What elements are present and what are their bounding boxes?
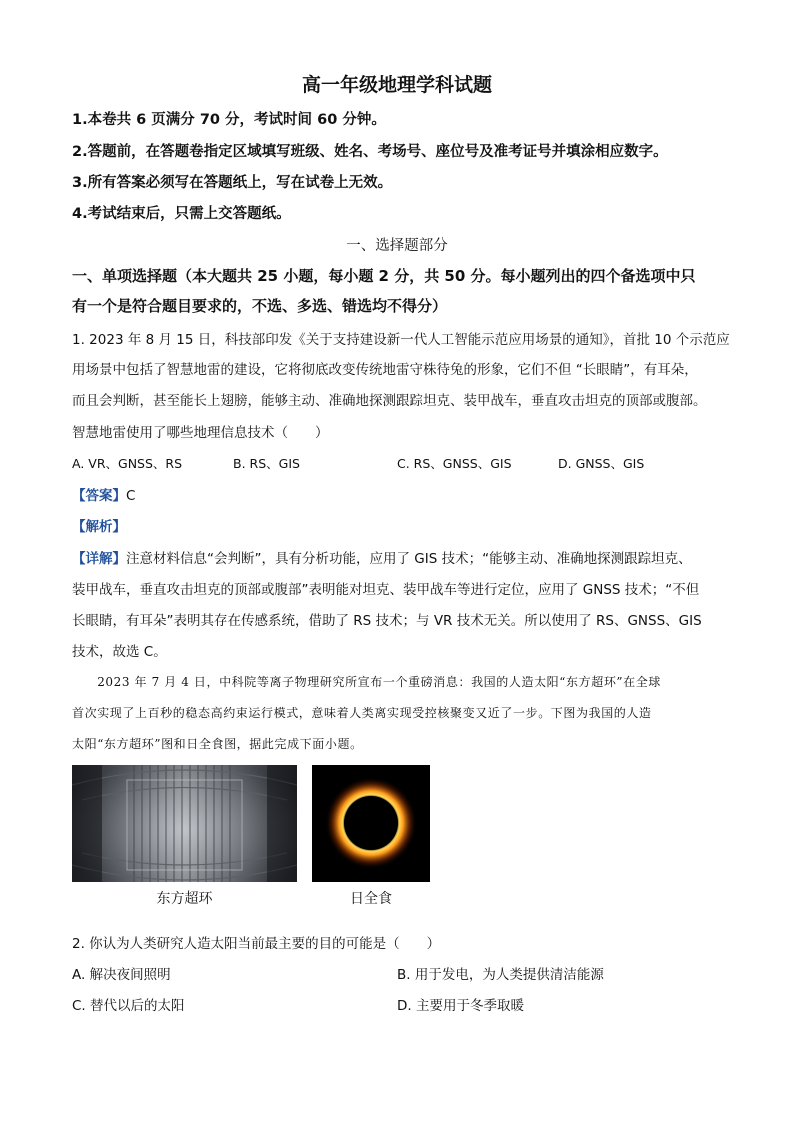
east-tokamak-image xyxy=(72,765,297,882)
material-line-3: 太阳“东方超环”图和日全食图，据此完成下面小题。 xyxy=(72,737,363,751)
caption-east: 东方超环 xyxy=(156,891,213,907)
answer-tag: 【答案】 xyxy=(72,488,126,504)
q1-option-c: C. RS、GNSS、GIS xyxy=(397,456,512,471)
solar-eclipse-image xyxy=(312,765,430,882)
q2-option-d: D. 主要用于冬季取暖 xyxy=(397,998,524,1014)
q1-detail-line-3: 长眼睛，有耳朵”表明其存在传感系统，借助了 RS 技术；与 VR 技术无关。所以使用了 RS、GNSS、GIS xyxy=(72,613,702,629)
q1-option-b: B. RS、GIS xyxy=(233,456,300,471)
instruction-1: 1.本卷共 6 页满分 70 分，考试时间 60 分钟。 xyxy=(72,112,386,128)
section-intro-line-1: 一、单项选择题（本大题共 25 小题，每小题 2 分，共 50 分。每小题列出的四个备选项中只 xyxy=(72,267,696,285)
q1-stem-line-4: 智慧地雷使用了哪些地理信息技术（ ） xyxy=(72,425,329,441)
page-title: 高一年级地理学科试题 xyxy=(301,74,492,96)
caption-eclipse: 日全食 xyxy=(350,891,392,907)
q2-option-c: C. 替代以后的太阳 xyxy=(72,998,185,1014)
instruction-4: 4.考试结束后，只需上交答题纸。 xyxy=(72,206,291,222)
section-heading: 一、选择题部分 xyxy=(346,238,448,254)
analysis-tag: 【解析】 xyxy=(72,519,126,535)
section-intro-line-2: 有一个是符合题目要求的，不选、多选、错选均不得分） xyxy=(72,297,448,315)
detail-text-1: 注意材料信息“会判断”，具有分析功能，应用了 GIS 技术；“能够主动、准确地探测跟踪坦克、 xyxy=(126,551,692,567)
q1-stem-line-3: 而且会判断，甚至能长上翅膀，能够主动、准确地探测跟踪坦克、装甲战车，垂直攻击坦克的顶部或腹部。 xyxy=(72,393,707,409)
q1-detail-line-4: 技术，故选 C。 xyxy=(72,644,167,660)
instruction-3: 3.所有答案必须写在答题纸上，写在试卷上无效。 xyxy=(72,175,393,191)
q1-detail-line-2: 装甲战车，垂直攻击坦克的顶部或腹部”表明能对坦克、装甲战车等进行定位，应用了 GNSS 技术；“不但 xyxy=(72,582,700,598)
detail-tag: 【详解】 xyxy=(72,551,126,567)
q2-stem: 2. 你认为人类研究人造太阳当前最主要的目的可能是（ ） xyxy=(72,936,441,952)
instruction-2: 2.答题前，在答题卷指定区域填写班级、姓名、考场号、座位号及准考证号并填涂相应数字。 xyxy=(72,144,668,160)
q1-analysis xyxy=(72,515,126,535)
q2-option-a: A. 解决夜间照明 xyxy=(72,967,171,983)
q1-detail-line-1 xyxy=(72,547,692,567)
material-line-1: 2023 年 7 月 4 日，中科院等离子物理研究所宣布一个重磅消息：我国的人造太阳“东方超环”在全球 xyxy=(72,675,661,689)
q2-option-b: B. 用于发电，为人类提供清洁能源 xyxy=(397,967,604,983)
q1-option-a: A. VR、GNSS、RS xyxy=(72,456,183,471)
q1-answer xyxy=(72,484,135,504)
material-line-2: 首次实现了上百秒的稳态高约束运行模式，意味着人类离实现受控核聚变又近了一步。下图为我国的人造 xyxy=(72,706,652,720)
q1-option-d: D. GNSS、GIS xyxy=(558,456,645,471)
q1-stem-line-1: 1. 2023 年 8 月 15 日，科技部印发《关于支持建设新一代人工智能示范应用场景的通知》，首批 10 个示范应 xyxy=(72,332,730,348)
q1-stem-line-2: 用场景中包括了智慧地雷的建设，它将彻底改变传统地雷守株待兔的形象，它们不但 “长眼睛”，有耳朵， xyxy=(72,362,698,378)
answer-value: C xyxy=(126,488,136,504)
